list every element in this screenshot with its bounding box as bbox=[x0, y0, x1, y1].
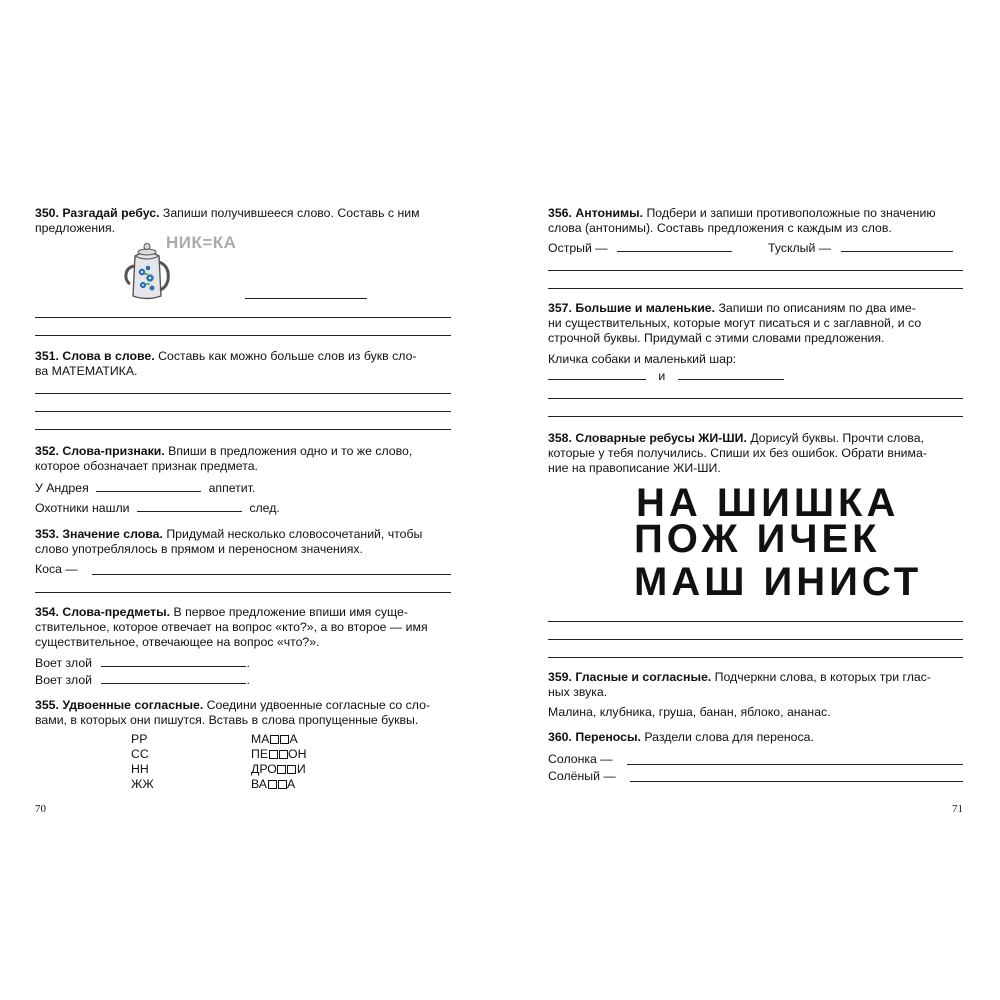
exercise-359-line1: 359. Гласные и согласные. Подчеркни слова, в которых три глас- bbox=[548, 670, 931, 684]
exercise-360-line1: 360. Переносы. Раздели слова для переноса. bbox=[548, 730, 814, 744]
antonym-prompt-2: Тусклый — bbox=[768, 241, 953, 257]
fill-blank[interactable] bbox=[548, 378, 646, 380]
sentence-2: Воет злой . bbox=[35, 673, 250, 687]
rebus-text: НИК=КА bbox=[166, 233, 237, 252]
exercise-358-line2: которые у тебя получились. Спиши их без ошибок. Обрати внима- bbox=[548, 446, 927, 460]
letter-box[interactable] bbox=[277, 765, 286, 774]
exercise-358-line3: ние на правописание ЖИ-ШИ. bbox=[548, 461, 721, 475]
word-rebus-1: НА ШИШКА bbox=[636, 481, 900, 525]
letter-box[interactable] bbox=[287, 765, 296, 774]
exercise-351-line1: 351. Слова в слове. Составь как можно больше слов из букв сло- bbox=[35, 349, 417, 363]
writing-line[interactable] bbox=[627, 764, 963, 765]
sentence-2: Охотники нашли след. bbox=[35, 501, 280, 515]
exercise-357-line2: ни существительных, которые могут писаться и с заглавной, и со bbox=[548, 316, 922, 330]
letter-box[interactable] bbox=[268, 780, 277, 789]
exercise-354-line1: 354. Слова-предметы. В первое предложение впиши имя суще- bbox=[35, 605, 408, 619]
letter-box[interactable] bbox=[278, 780, 287, 789]
writing-line[interactable] bbox=[35, 317, 451, 318]
fill-blank[interactable] bbox=[678, 378, 784, 380]
right-page bbox=[500, 0, 1000, 1000]
word-kosa: Коса — bbox=[35, 562, 78, 576]
page-number: 70 bbox=[35, 803, 46, 815]
teapot-image bbox=[122, 240, 172, 302]
sentence-1: Воет злой . bbox=[35, 656, 250, 670]
writing-line[interactable] bbox=[630, 781, 963, 782]
antonym-prompt-1: Острый — bbox=[548, 241, 732, 257]
fruit-words[interactable]: Малина, клубника, груша, банан, яблоко, ананас. bbox=[548, 705, 831, 719]
word-solonka: Солонка — bbox=[548, 752, 613, 766]
exercise-354-line2: ствительное, которое отвечает на вопрос «кто?», а во второе — имя bbox=[35, 620, 428, 634]
word-with-gaps[interactable]: ВА А bbox=[251, 777, 296, 791]
writing-line[interactable] bbox=[35, 592, 451, 593]
exercise-353-line1: 353. Значение слова. Придумай несколько словосочетаний, чтобы bbox=[35, 527, 423, 541]
exercise-354-line3: существительное, отвечающее на вопрос «что?». bbox=[35, 635, 320, 649]
writing-line[interactable] bbox=[548, 621, 963, 622]
consonant-pair[interactable]: СС bbox=[131, 747, 149, 761]
writing-line[interactable] bbox=[548, 288, 963, 289]
exercise-356-line2: слова (антонимы). Составь предложения с каждым из слов. bbox=[548, 221, 892, 235]
consonant-pair[interactable]: РР bbox=[131, 732, 148, 746]
fill-blank[interactable] bbox=[617, 250, 732, 252]
exercise-356-line1: 356. Антонимы. Подбери и запиши противоположные по значению bbox=[548, 206, 936, 220]
exercise-353-line2: слово употреблялось в прямом и переносном значениях. bbox=[35, 542, 363, 556]
writing-line[interactable] bbox=[92, 574, 451, 575]
fill-blank[interactable] bbox=[101, 665, 246, 667]
pair-blanks: и bbox=[548, 369, 784, 385]
writing-line[interactable] bbox=[35, 429, 451, 430]
writing-line[interactable] bbox=[548, 416, 963, 417]
fill-blank[interactable] bbox=[96, 490, 201, 492]
writing-line[interactable] bbox=[548, 639, 963, 640]
writing-line[interactable] bbox=[35, 393, 451, 394]
writing-line[interactable] bbox=[548, 398, 963, 399]
fill-blank[interactable] bbox=[841, 250, 953, 252]
exercise-357-line3: строчной буквы. Придумай с этими словами предложения. bbox=[548, 331, 885, 345]
consonant-pair[interactable]: ЖЖ bbox=[131, 777, 154, 791]
word-with-gaps[interactable]: ПЕ ОН bbox=[251, 747, 307, 761]
fill-blank[interactable] bbox=[101, 682, 246, 684]
answer-line[interactable] bbox=[245, 298, 367, 299]
writing-line[interactable] bbox=[548, 657, 963, 658]
letter-box[interactable] bbox=[269, 750, 278, 759]
page-number: 71 bbox=[952, 803, 963, 815]
exercise-352-line2: которое обозначает признак предмета. bbox=[35, 459, 258, 473]
letter-box[interactable] bbox=[280, 735, 289, 744]
exercise-351-line2: ва МАТЕМАТИКА. bbox=[35, 364, 138, 378]
word-solyony: Солёный — bbox=[548, 769, 616, 783]
exercise-350-line2: предложения. bbox=[35, 221, 116, 235]
writing-line[interactable] bbox=[35, 335, 451, 336]
writing-line[interactable] bbox=[35, 411, 451, 412]
letter-box[interactable] bbox=[279, 750, 288, 759]
consonant-pair[interactable]: НН bbox=[131, 762, 149, 776]
exercise-359-line2: ных звука. bbox=[548, 685, 608, 699]
nickname-prompt: Кличка собаки и маленький шар: bbox=[548, 352, 737, 366]
fill-blank[interactable] bbox=[137, 510, 242, 512]
letter-box[interactable] bbox=[270, 735, 279, 744]
word-with-gaps[interactable]: ДРО И bbox=[251, 762, 306, 776]
writing-line[interactable] bbox=[548, 270, 963, 271]
exercise-355-line1: 355. Удвоенные согласные. Соедини удвоенные согласные со сло- bbox=[35, 698, 431, 712]
word-rebus-3: МАШ ИНИСТ bbox=[634, 560, 923, 604]
word-rebus-2: ПОЖ ИЧЕК bbox=[634, 517, 881, 561]
word-with-gaps[interactable]: МА А bbox=[251, 732, 298, 746]
exercise-352-line1: 352. Слова-признаки. Впиши в предложения одно и то же слово, bbox=[35, 444, 413, 458]
sentence-1: У Андрея аппетит. bbox=[35, 481, 256, 495]
exercise-357-line1: 357. Большие и маленькие. Запиши по описаниям по два име- bbox=[548, 301, 916, 315]
exercise-355-line2: вами, в которых они пишутся. Вставь в слова пропущенные буквы. bbox=[35, 713, 419, 727]
exercise-358-line1: 358. Словарные ребусы ЖИ-ШИ. Дорисуй буквы. Прочти слова, bbox=[548, 431, 924, 445]
exercise-350-line1: 350. Разгадай ребус. Запиши получившееся слово. Составь с ним bbox=[35, 206, 420, 220]
